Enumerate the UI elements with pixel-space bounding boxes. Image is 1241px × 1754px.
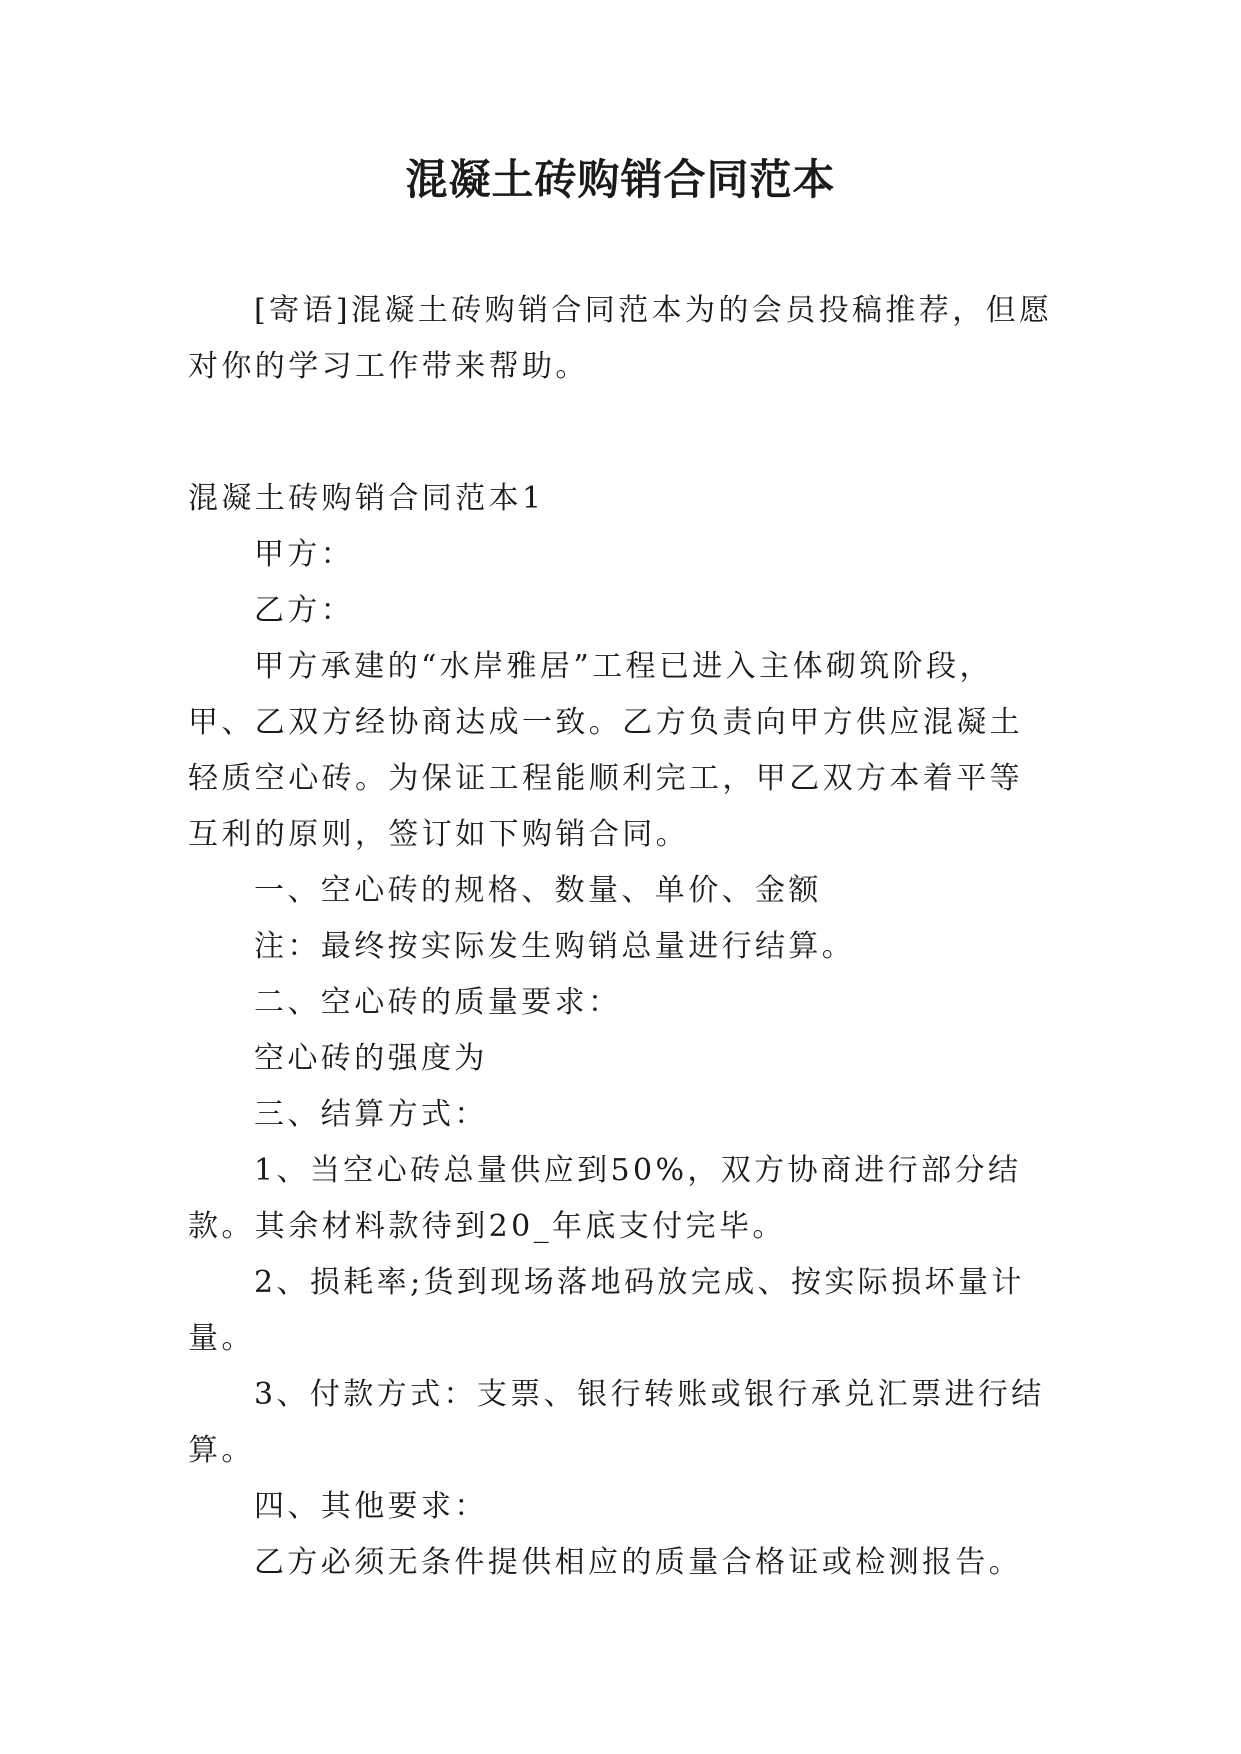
clause-4-heading: 四、其他要求： xyxy=(254,1489,488,1524)
settlement-item-2: 2、损耗率;货到现场落地码放完成、按实际损坏量计量。 xyxy=(188,1265,1025,1356)
section-heading: 混凝土砖购销合同范本1 xyxy=(188,481,545,516)
other-requirements-paragraph: 乙方必须无条件提供相应的质量合格证或检测报告。 xyxy=(254,1545,1023,1580)
intro-paragraph: [寄语]混凝土砖购销合同范本为的会员投稿推荐，但愿对你的学习工作带来帮助。 xyxy=(188,293,1053,384)
party-b-line: 乙方： xyxy=(254,593,355,628)
settlement-item-3: 3、付款方式：支票、银行转账或银行承兑汇票进行结算。 xyxy=(188,1377,1045,1468)
spacer xyxy=(188,395,1054,471)
clause-3-heading: 三、结算方式： xyxy=(254,1097,488,1132)
clause-2-heading: 二、空心砖的质量要求： xyxy=(254,985,622,1020)
preamble-paragraph: 甲方承建的“水岸雅居”工程已进入主体砌筑阶段，甲、乙双方经协商达成一致。乙方负责向甲方供应混凝土轻质空心砖。为保证工程能顺利完工，甲乙双方本着平等互利的原则，签订如下购销合同。 xyxy=(188,649,1023,852)
party-a-line: 甲方： xyxy=(254,537,355,572)
strength-paragraph: 空心砖的强度为 xyxy=(254,1041,488,1076)
document-body xyxy=(188,283,1054,1591)
note-paragraph: 注：最终按实际发生购销总量进行结算。 xyxy=(254,929,856,964)
clause-1-heading: 一、空心砖的规格、数量、单价、金额 xyxy=(254,873,822,908)
document-title: 混凝土砖购销合同范本 xyxy=(405,155,836,204)
settlement-item-1: 1、当空心砖总量供应到50%，双方协商进行部分结款。其余材料款待到20_年底支付完毕。 xyxy=(188,1153,1022,1244)
